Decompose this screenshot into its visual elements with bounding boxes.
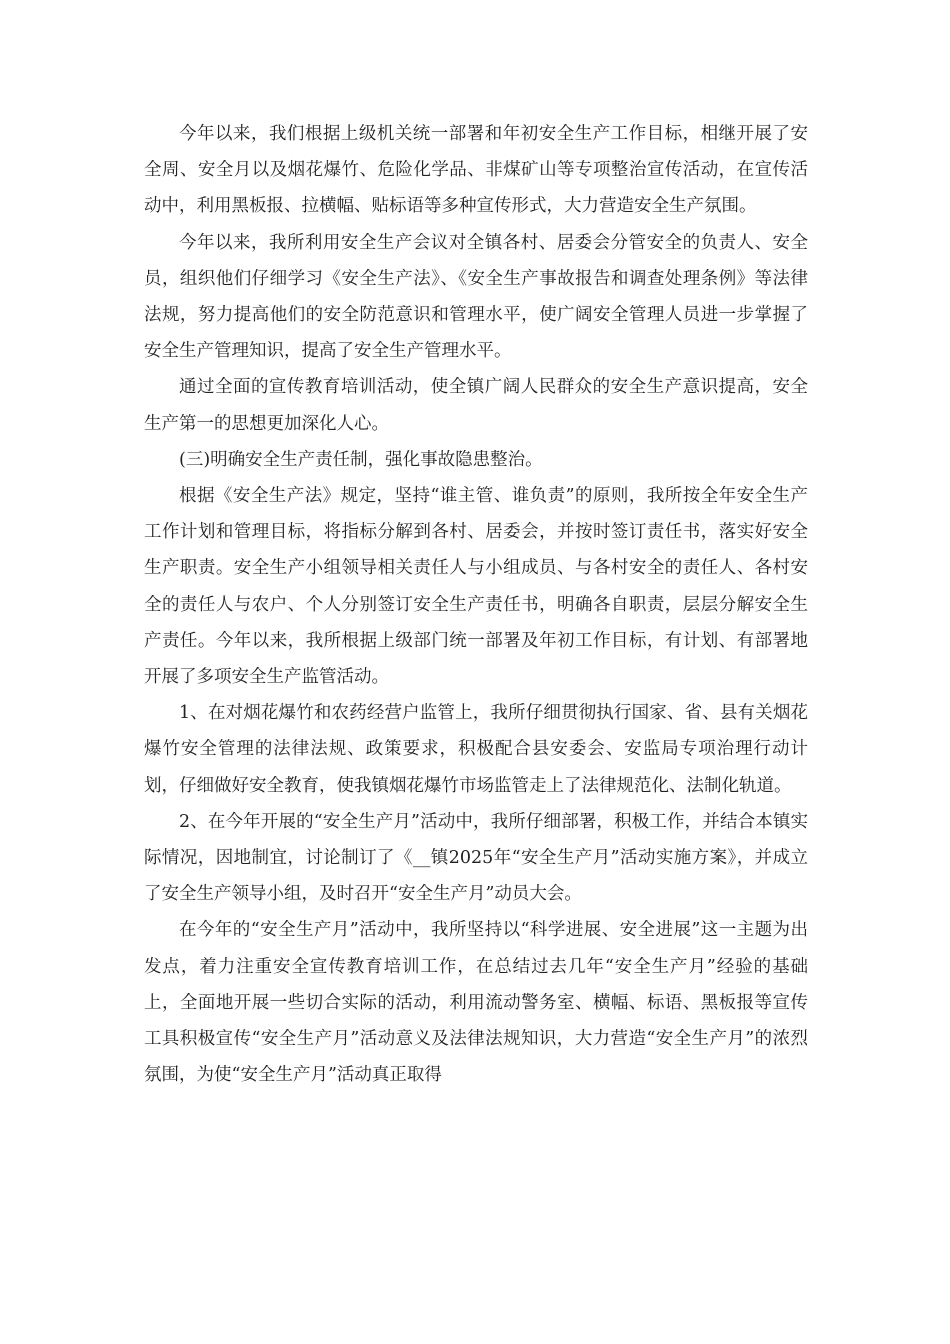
document-body (144, 116, 808, 1093)
paragraph-training: 今年以来，我所利用安全生产会议对全镇各村、居委会分管安全的负责人、安全员，组织他们仔细学习《安全生产法》、《安全生产事故报告和调查处理条例》等法律法规，努力提高他们的安全防范意识和管理水平，使广阔安全管理人员进一步掌握了安全生产管理知识，提高了安全生产管理水平。 (144, 232, 808, 362)
paragraph-item-1: 1、在对烟花爆竹和农药经营户监管上，我所仔细贯彻执行国家、省、县有关烟花爆竹安全管理的法律法规、政策要求，积极配合县安委会、安监局专项治理行动计划，仔细做好安全教育，使我镇烟花爆竹市场监管走上了法律规范化、法制化轨道。 (144, 703, 808, 796)
paragraph-publicity: 今年以来，我们根据上级机关统一部署和年初安全生产工作目标，相继开展了安全周、安全月以及烟花爆竹、危险化学品、非煤矿山等专项整治宣传活动，在宣传活动中，利用黑板报、拉横幅、贴标语等多种宣传形式，大力营造安全生产氛围。 (144, 124, 808, 217)
paragraph-awareness: 通过全面的宣传教育培训活动，使全镇广阔人民群众的安全生产意识提高，安全生产第一的思想更加深化人心。 (144, 377, 808, 434)
section-heading-responsibility: (三)明确安全生产责任制，强化事故隐患整治。 (179, 449, 543, 470)
paragraph-responsibility: 根据《安全生产法》规定，坚持“谁主管、谁负责”的原则，我所按全年安全生产工作计划和管理目标，将指标分解到各村、居委会，并按时签订责任书，落实好安全生产职责。安全生产小组领导相关责任人与小组成员、与各村安全的责任人、各村安全的责任人与农户、个人分别签订安全生产责任书，明确各自职责，层层分解安全生产责任。今年以来，我所根据上级部门统一部署及年初工作目标，有计划、有部署地开展了多项安全生产监管活动。 (144, 486, 808, 688)
paragraph-item-2: 2、在今年开展的“安全生产月”活动中，我所仔细部署，积极工作，并结合本镇实际情况，因地制宜，讨论制订了《__镇2025年“安全生产月”活动实施方案》，并成立了安全生产领导小组，及时召开“安全生产月”动员大会。 (144, 811, 808, 905)
paragraph-safety-month: 在今年的“安全生产月”活动中，我所坚持以“科学进展、安全进展”这一主题为出发点，着力注重安全宣传教育培训工作，在总结过去几年“安全生产月”经验的基础上，全面地开展一些切合实际的活动，利用流动警务室、横幅、标语、黑板报等宣传工具积极宣传“安全生产月”活动意义及法律法规知识，大力营造“安全生产月”的浓烈氛围，为使“安全生产月”活动真正取得 (144, 920, 808, 1086)
